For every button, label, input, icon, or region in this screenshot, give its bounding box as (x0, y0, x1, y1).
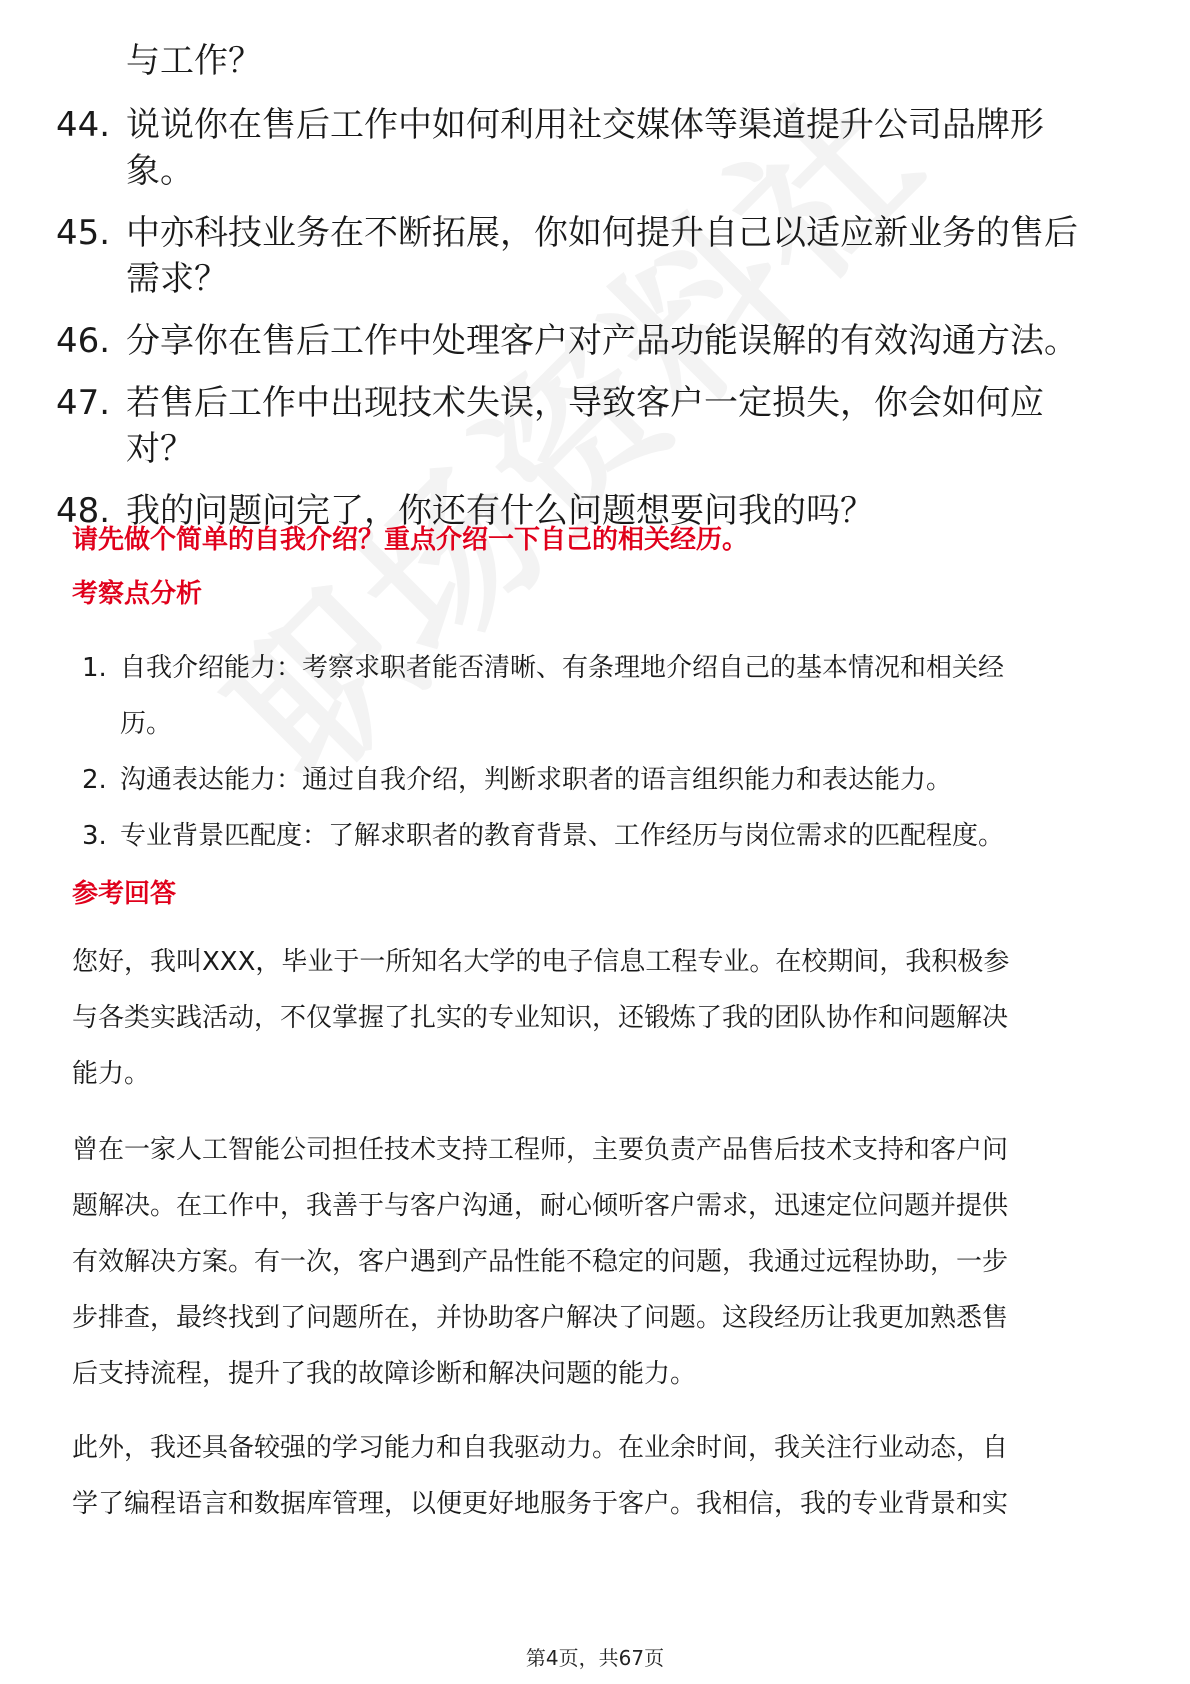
analysis-item (72, 640, 1132, 752)
analysis-text-line: 沟通表达能力：通过自我介绍，判断求职者的语言组织能力和表达能力。 (120, 765, 953, 795)
answer-line: 后支持流程，提升了我的故障诊断和解决问题的能力。 (72, 1359, 697, 1389)
analysis-text-line: 自我介绍能力：考察求职者能否清晰、有条理地介绍自己的基本情况和相关经 (120, 653, 1005, 683)
answer-line: 学了编程语言和数据库管理，以便更好地服务于客户。我相信，我的专业背景和实 (72, 1489, 1009, 1519)
question-continuation: 与工作？ (126, 41, 262, 81)
analysis-text-line: 专业背景匹配度：了解求职者的教育背景、工作经历与岗位需求的匹配程度。 (120, 821, 1005, 851)
analysis-text-line: 历。 (120, 709, 173, 739)
answer-line: 步排查，最终找到了问题所在，并协助客户解决了问题。这段经历让我更加熟悉售 (72, 1303, 1009, 1333)
question-item-45 (56, 210, 1136, 302)
analysis-number: 1. (82, 653, 107, 683)
analysis-heading: 考察点分析 (72, 579, 203, 609)
page-number-footer: 第4页，共67页 (525, 1646, 665, 1670)
question-text-line: 分享你在售后工作中处理客户对产品功能误解的有效沟通方法。 (126, 321, 1078, 361)
answer-line: 能力。 (72, 1059, 151, 1089)
question-number: 48. (56, 491, 111, 531)
question-list (56, 38, 1136, 534)
answer-paragraph (72, 1122, 1132, 1402)
analysis-number: 2. (82, 765, 107, 795)
question-text-line: 对？ (126, 429, 194, 469)
question-item-47 (56, 380, 1136, 472)
analysis-number: 3. (82, 821, 107, 851)
analysis-item (72, 752, 1132, 808)
answer-line: 此外，我还具备较强的学习能力和自我驱动力。在业余时间，我关注行业动态，自 (72, 1433, 1009, 1463)
question-text-line: 说说你在售后工作中如何利用社交媒体等渠道提升公司品牌形 (126, 105, 1044, 145)
question-number: 46. (56, 321, 111, 361)
question-item-46 (56, 318, 1136, 364)
question-text-line: 需求？ (126, 259, 228, 299)
question-item-44 (56, 102, 1136, 194)
answer-line: 曾在一家人工智能公司担任技术支持工程师，主要负责产品售后技术支持和客户问 (72, 1135, 1009, 1165)
question-number: 45. (56, 213, 111, 253)
answer-paragraph (72, 934, 1132, 1102)
interview-question-heading: 请先做个简单的自我介绍？重点介绍一下自己的相关经历。 (72, 525, 749, 555)
answer-line: 与各类实践活动，不仅掌握了扎实的专业知识，还锻炼了我的团队协作和问题解决 (72, 1003, 1009, 1033)
answer-line: 有效解决方案。有一次，客户遇到产品性能不稳定的问题，我通过远程协助，一步 (72, 1247, 1009, 1277)
analysis-item (72, 808, 1132, 864)
question-text-line: 若售后工作中出现技术失误，导致客户一定损失，你会如何应 (126, 383, 1044, 423)
analysis-list (72, 640, 1132, 864)
question-number: 47. (56, 383, 111, 423)
answer-line: 您好，我叫XXX，毕业于一所知名大学的电子信息工程专业。在校期间，我积极参 (72, 947, 1010, 977)
question-text-line: 象。 (126, 151, 194, 191)
question-text-line: 我的问题问完了，你还有什么问题想要问我的吗？ (126, 491, 874, 531)
question-number: 44. (56, 105, 111, 145)
answer-line: 题解决。在工作中，我善于与客户沟通，耐心倾听客户需求，迅速定位问题并提供 (72, 1191, 1009, 1221)
question-text-line: 中亦科技业务在不断拓展，你如何提升自己以适应新业务的售后 (126, 213, 1078, 253)
answer-paragraph (72, 1420, 1132, 1532)
answer-heading: 参考回答 (72, 879, 177, 909)
